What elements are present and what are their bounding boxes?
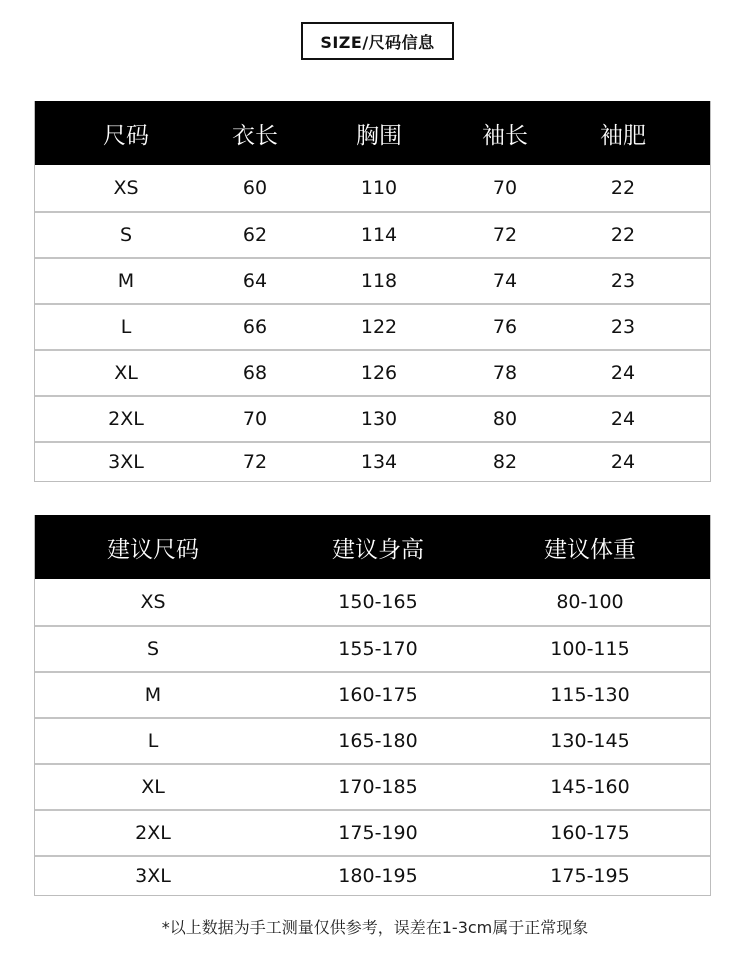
cell-size: M [117,270,135,292]
cell-sleeve-width: 24 [610,408,636,430]
cell-size: S [146,638,160,660]
cell-sleeve-width: 24 [610,451,636,473]
cell-weight: 145-160 [550,776,630,798]
cell-weight: 80-100 [556,591,624,613]
cell-height: 180-195 [338,865,418,887]
cell-chest: 130 [360,408,398,430]
header-recommended-size: 建议尺码 [107,536,199,563]
header-chest: 胸围 [356,122,402,149]
cell-size: XS [140,591,166,613]
cell-chest: 126 [360,362,398,384]
table-row [35,855,710,895]
cell-size: XL [114,362,138,384]
cell-sleeve-length: 78 [492,362,518,384]
cell-chest: 118 [360,270,398,292]
cell-length: 66 [242,316,268,338]
recommend-table-header [35,515,710,579]
cell-sleeve-width: 23 [610,270,636,292]
cell-length: 72 [242,451,268,473]
header-sleeve-width: 袖肥 [600,122,646,149]
cell-height: 150-165 [338,591,418,613]
table-row [35,671,710,717]
cell-length: 64 [242,270,268,292]
cell-sleeve-width: 24 [610,362,636,384]
cell-size: S [119,224,133,246]
cell-size: L [120,316,132,338]
cell-weight: 130-145 [550,730,630,752]
table-row [35,579,710,625]
header-size: 尺码 [103,122,149,149]
cell-chest: 122 [360,316,398,338]
table-row [35,349,710,395]
table-row [35,211,710,257]
measurement-note: *以上数据为手工测量仅供参考，误差在1-3cm属于正常现象 [161,918,589,937]
cell-weight: 100-115 [550,638,630,660]
cell-size: 3XL [135,865,171,887]
cell-sleeve-length: 76 [492,316,518,338]
cell-sleeve-width: 23 [610,316,636,338]
cell-sleeve-width: 22 [610,224,636,246]
cell-chest: 114 [360,224,398,246]
header-recommended-height: 建议身高 [332,536,424,563]
cell-length: 70 [242,408,268,430]
cell-sleeve-length: 74 [492,270,518,292]
table-row [35,165,710,211]
cell-size: 2XL [108,408,144,430]
cell-height: 175-190 [338,822,418,844]
cell-height: 170-185 [338,776,418,798]
table-row [35,441,710,481]
header-length: 衣长 [232,122,278,149]
table-row [35,809,710,855]
header-recommended-weight: 建议体重 [544,536,636,563]
table-row [35,395,710,441]
cell-sleeve-width: 22 [610,177,636,199]
cell-weight: 115-130 [550,684,630,706]
cell-length: 68 [242,362,268,384]
cell-height: 165-180 [338,730,418,752]
cell-size: XL [141,776,165,798]
size-title: SIZE/尺码信息 [301,22,454,60]
table-row [35,625,710,671]
table-row [35,717,710,763]
table-row [35,763,710,809]
cell-weight: 160-175 [550,822,630,844]
cell-chest: 134 [360,451,398,473]
cell-size: 3XL [108,451,144,473]
cell-sleeve-length: 80 [492,408,518,430]
size-table-header [35,101,710,165]
table-row [35,303,710,349]
cell-height: 160-175 [338,684,418,706]
size-recommendation-table [34,515,711,896]
cell-size: M [144,684,162,706]
cell-chest: 110 [360,177,398,199]
size-measurement-table [34,101,711,482]
cell-sleeve-length: 70 [492,177,518,199]
header-sleeve-length: 袖长 [482,122,528,149]
cell-length: 60 [242,177,268,199]
table-row [35,257,710,303]
cell-sleeve-length: 72 [492,224,518,246]
cell-size: 2XL [135,822,171,844]
cell-size: L [147,730,159,752]
cell-weight: 175-195 [550,865,630,887]
cell-size: XS [113,177,139,199]
cell-sleeve-length: 82 [492,451,518,473]
cell-length: 62 [242,224,268,246]
cell-height: 155-170 [338,638,418,660]
